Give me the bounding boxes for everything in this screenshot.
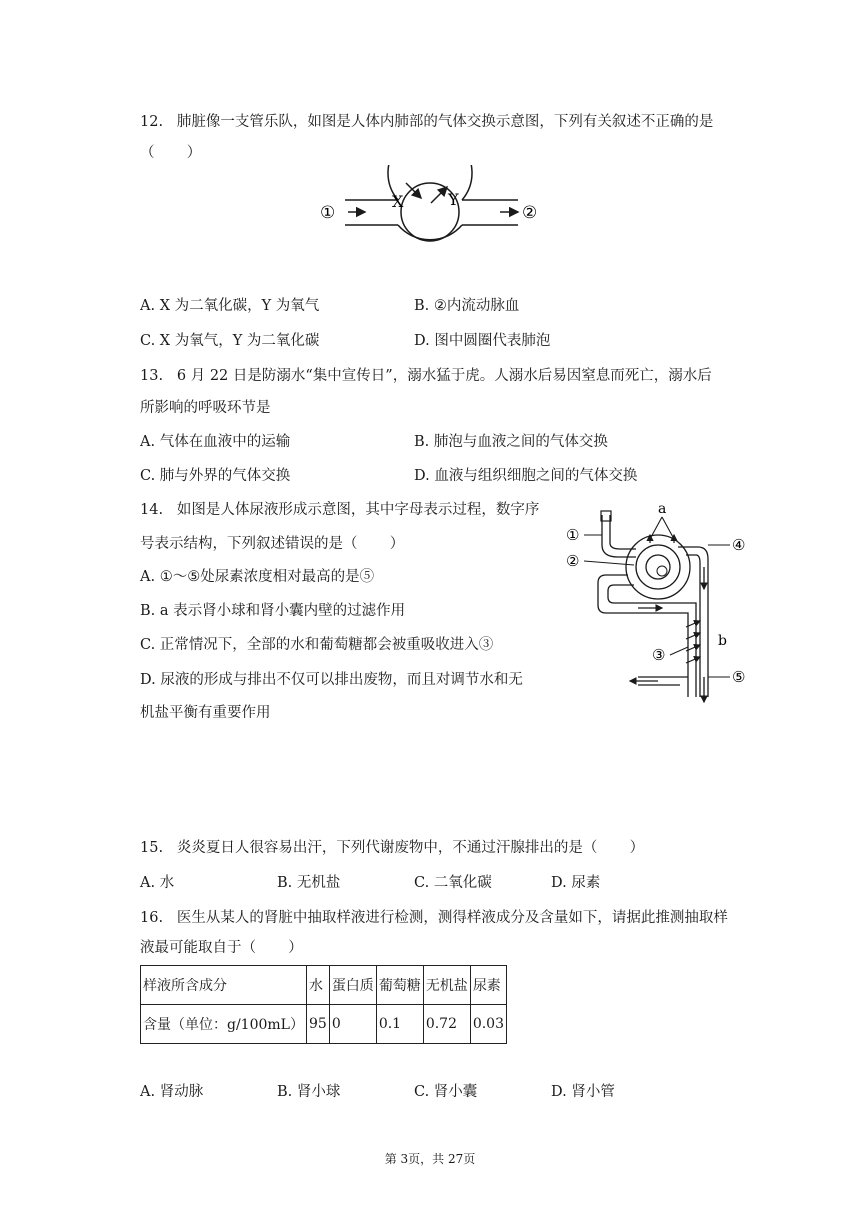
q13-option-a: A. 气体在血液中的运输 xyxy=(140,434,291,450)
q14-option-a: A. ①～⑤处尿素浓度相对最高的是⑤ xyxy=(140,569,375,585)
q14-option-d-line1: D. 尿液的形成与排出不仅可以排出废物，而且对调节水和无 xyxy=(140,672,523,688)
q16-option-b: B. 肾小球 xyxy=(277,1084,341,1100)
label-a: a xyxy=(658,501,667,517)
label-n4: ④ xyxy=(732,536,746,554)
label-n2: ② xyxy=(566,552,580,570)
q12-stem-line2: （ ） xyxy=(140,145,202,161)
lung-gas-exchange-diagram xyxy=(310,165,550,260)
label-n1: ① xyxy=(566,526,580,544)
q15-stem: 15. 炎炎夏日人很容易出汗，下列代谢废物中，不通过汗腺排出的是（ ） xyxy=(140,840,645,856)
label-x: X xyxy=(392,192,404,211)
q16-option-c: C. 肾小囊 xyxy=(414,1084,478,1100)
label-circled-2: ② xyxy=(522,203,538,223)
sample-composition-table xyxy=(140,965,507,1044)
q15-option-b: B. 无机盐 xyxy=(277,875,341,891)
table-header-cell: 水 xyxy=(306,966,329,1005)
label-circled-1: ① xyxy=(320,203,336,223)
table-header-cell: 尿素 xyxy=(470,966,506,1005)
table-header-cell: 无机盐 xyxy=(423,966,470,1005)
table-cell: 0.72 xyxy=(423,1005,470,1044)
q12-stem-line1: 12. 肺脏像一支管乐队，如图是人体内肺部的气体交换示意图，下列有关叙述不正确的是 xyxy=(140,114,714,130)
table-header-cell: 葡萄糖 xyxy=(376,966,423,1005)
table-header-cell: 蛋白质 xyxy=(329,966,376,1005)
q15-option-d: D. 尿素 xyxy=(551,875,601,891)
label-b: b xyxy=(718,633,727,649)
q14-stem-line2: 号表示结构，下列叙述错误的是（ ） xyxy=(140,536,405,552)
q16-option-d: D. 肾小管 xyxy=(551,1084,615,1100)
table-cell: 含量（单位：g/100mL） xyxy=(141,1005,307,1044)
q16-stem-line2: 液最可能取自于（ ） xyxy=(140,940,303,956)
q13-option-d: D. 血液与组织细胞之间的气体交换 xyxy=(414,468,638,484)
table-row xyxy=(141,1005,507,1044)
label-n3: ③ xyxy=(652,646,666,664)
q13-stem-line1: 13. 6 月 22 日是防溺水“集中宣传日”，溺水猛于虎。人溺水后易因窒息而死亡，溺水后 xyxy=(140,368,712,384)
label-y: Y xyxy=(448,190,459,209)
q12-option-d: D. 图中圆圈代表肺泡 xyxy=(414,333,551,349)
q14-stem-line1: 14. 如图是人体尿液形成示意图，其中字母表示过程，数字序 xyxy=(140,502,540,518)
q15-option-a: A. 水 xyxy=(140,875,175,891)
q14-option-c: C. 正常情况下，全部的水和葡萄糖都会被重吸收进入③ xyxy=(140,637,494,653)
q12-option-c: C. X 为氧气，Y 为二氧化碳 xyxy=(140,333,320,349)
q16-option-a: A. 肾动脉 xyxy=(140,1084,204,1100)
q16-stem-line1: 16. 医生从某人的肾脏中抽取样液进行检测，测得样液成分及含量如下，请据此推测抽取样 xyxy=(140,910,728,926)
q13-stem-line2: 所影响的呼吸环节是 xyxy=(140,400,271,416)
q13-option-c: C. 肺与外界的气体交换 xyxy=(140,468,291,484)
table-header-cell: 样液所含成分 xyxy=(141,966,307,1005)
table-cell: 0.1 xyxy=(376,1005,423,1044)
q12-option-a: A. X 为二氧化碳，Y 为氧气 xyxy=(140,298,320,314)
q15-option-c: C. 二氧化碳 xyxy=(414,875,492,891)
table-header-row xyxy=(141,966,507,1005)
table-cell: 0.03 xyxy=(470,1005,506,1044)
q14-option-b: B. a 表示肾小球和肾小囊内壁的过滤作用 xyxy=(140,603,406,619)
q14-option-d-line2: 机盐平衡有重要作用 xyxy=(140,705,271,721)
label-n5: ⑤ xyxy=(732,668,746,686)
table-cell: 0 xyxy=(329,1005,376,1044)
page-footer: 第 3页，共 27页 xyxy=(384,1152,476,1166)
table-cell: 95 xyxy=(306,1005,329,1044)
urine-formation-diagram xyxy=(558,497,758,712)
q12-option-b: B. ②内流动脉血 xyxy=(414,298,520,314)
q13-option-b: B. 肺泡与血液之间的气体交换 xyxy=(414,434,608,450)
